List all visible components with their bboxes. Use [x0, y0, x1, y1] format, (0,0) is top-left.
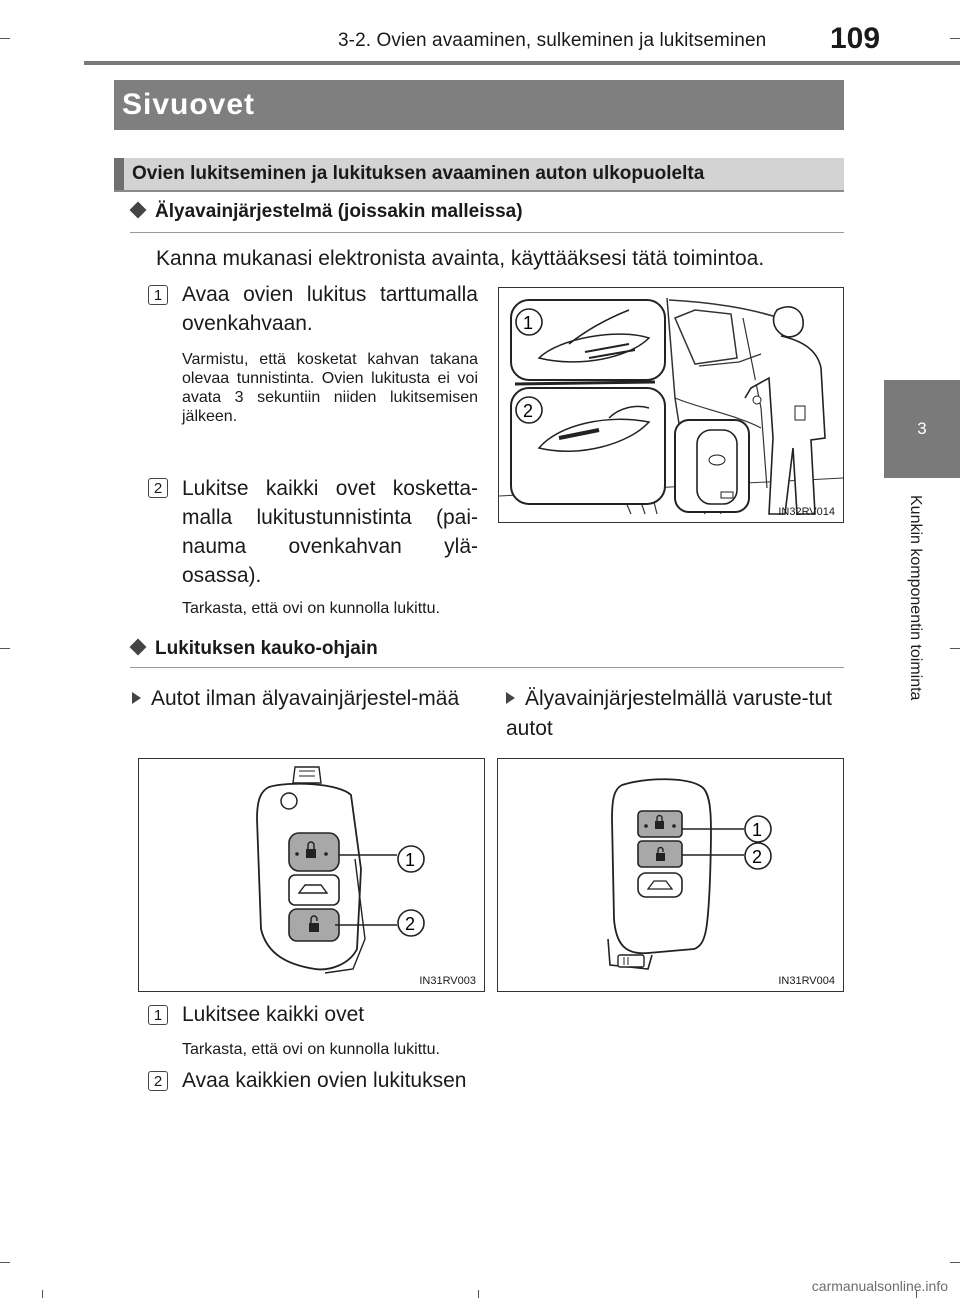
crop-mark [0, 38, 10, 39]
diamond-bullet-icon [130, 639, 147, 656]
smart-key-heading: Älyavainjärjestelmä (joissakin malleissa) [130, 201, 523, 223]
door-handle-figure [498, 287, 844, 523]
remote-heading: Lukituksen kauko-ohjain [130, 638, 378, 660]
chapter-tab: 3 [884, 380, 960, 478]
crop-mark [0, 648, 10, 649]
figure-callout-1: 1 [752, 820, 763, 840]
figure-code: IN31RV003 [419, 975, 476, 987]
triangle-bullet-icon [132, 692, 141, 704]
step1-text: Avaa ovien lukitus tarttumalla ovenkahvaan. [182, 283, 478, 335]
smart-key-illustration [498, 759, 843, 991]
step2-text: Lukitse kaikki ovet kosketta-malla lukitustunnistinta (pai-nauma ovenkahvan ylä-osassa). [182, 477, 478, 587]
crop-mark [42, 1290, 43, 1298]
heading-rule [130, 667, 844, 668]
crop-mark [0, 1262, 10, 1263]
crop-mark [950, 1262, 960, 1263]
section-title-bar [114, 80, 844, 130]
item-number: 2 [148, 1071, 168, 1091]
crop-mark [478, 1290, 479, 1298]
door-handle-illustration [499, 288, 843, 522]
page-number: 109 [830, 22, 881, 55]
subsection-title: Ovien lukitseminen ja lukituksen avaaminen auton ulkopuolelta [132, 163, 705, 184]
item1-text: Lukitsee kaikki ovet [182, 1003, 365, 1026]
subsection-marker [114, 158, 124, 190]
figure-callout-1: 1 [523, 313, 534, 333]
item1-note: Tarkasta, että ovi on kunnolla lukittu. [182, 1041, 440, 1058]
step1-note: Varmistu, että kosketat kahvan takana olevaa tunnistinta. Ovien lukitusta ei voi avata 3 sekuntiin niiden lukitsemisen jälkeen. [182, 351, 478, 425]
header-rule [84, 61, 960, 65]
step-number: 2 [148, 478, 168, 498]
chapter-side-title: Kunkin komponentin toiminta [907, 495, 924, 701]
step-number: 1 [148, 285, 168, 305]
heading-rule [130, 232, 844, 233]
item-number: 1 [148, 1005, 168, 1025]
flip-key-figure [138, 758, 485, 992]
crop-mark [950, 648, 960, 649]
smart-key-intro: Kanna mukanasi elektronista avainta, käyttääksesi tätä toimintoa. [156, 247, 765, 270]
column-label-left: Autot ilman älyavainjärjestel-mää [132, 684, 476, 714]
check-note: Tarkasta, että ovi on kunnolla lukittu. [182, 600, 440, 617]
figure-callout-1: 1 [405, 850, 416, 870]
crop-mark [950, 38, 960, 39]
figure-code: IN31RV004 [778, 975, 835, 987]
triangle-bullet-icon [506, 692, 515, 704]
figure-callout-2: 2 [405, 914, 416, 934]
subsection-bar [114, 158, 844, 192]
watermark: carmanualsonline.info [811, 1278, 948, 1294]
smart-key-figure [497, 758, 844, 992]
flip-key-illustration [139, 759, 484, 991]
item2-text: Avaa kaikkien ovien lukituksen [182, 1069, 467, 1092]
diamond-bullet-icon [130, 202, 147, 219]
section-title: Sivuovet [122, 88, 256, 121]
figure-callout-2: 2 [752, 847, 763, 867]
running-header: 3-2. Ovien avaaminen, sulkeminen ja lukitseminen [338, 30, 767, 51]
figure-code: IN32RV014 [778, 506, 835, 518]
figure-callout-2: 2 [523, 401, 534, 421]
column-label-right: Älyavainjärjestelmällä varuste-tut autot [506, 687, 832, 740]
